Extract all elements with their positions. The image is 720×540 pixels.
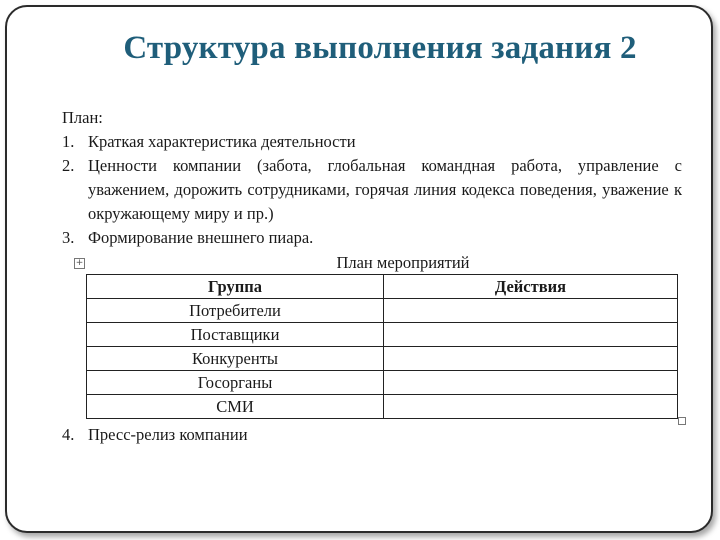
document-body [62, 106, 682, 447]
list-item-text: Краткая характеристика деятельности [88, 132, 356, 151]
table-header-group: Группа [87, 275, 384, 299]
table-row [87, 323, 678, 347]
list-number: 4. [62, 425, 75, 444]
table-cell-group[interactable]: Поставщики [87, 323, 384, 347]
list-item [62, 154, 682, 226]
table-resize-handle-icon[interactable] [678, 417, 686, 425]
table-cell-actions[interactable] [384, 371, 678, 395]
table-cell-group[interactable]: Потребители [87, 299, 384, 323]
table-row [87, 347, 678, 371]
table-cell-group[interactable]: СМИ [87, 395, 384, 419]
list-number: 1. [62, 132, 75, 151]
list-item-text: Пресс-релиз компании [88, 425, 248, 444]
table-caption: План мероприятий [336, 253, 470, 272]
table-cell-group[interactable]: Госорганы [87, 371, 384, 395]
events-table [86, 274, 678, 419]
plan-label: План: [62, 108, 103, 127]
list-item [62, 423, 682, 447]
list-item [62, 130, 682, 154]
list-number: 2. [62, 156, 75, 175]
table-cell-actions[interactable] [384, 395, 678, 419]
list-item [62, 226, 682, 250]
table-row [87, 371, 678, 395]
table-cell-actions[interactable] [384, 347, 678, 371]
table-row [87, 299, 678, 323]
slide-title: Структура выполнения задания 2 [123, 30, 637, 66]
table-cell-group[interactable]: Конкуренты [87, 347, 384, 371]
list-item-text: Формирование внешнего пиара. [88, 228, 314, 247]
table-move-handle-icon[interactable]: + [75, 258, 84, 268]
table-row [87, 395, 678, 419]
list-item-text: Ценности компании (забота, глобальная командная работа, управление с уважением, дорожить сотрудниками, горячая линия кодекса поведения, уважение к окружающему миру и пр.) [88, 156, 682, 223]
events-table-container [75, 252, 680, 419]
list-number: 3. [62, 228, 75, 247]
table-cell-actions[interactable] [384, 323, 678, 347]
table-cell-actions[interactable] [384, 299, 678, 323]
table-header-row [87, 275, 678, 299]
table-header-actions: Действия [384, 275, 678, 299]
